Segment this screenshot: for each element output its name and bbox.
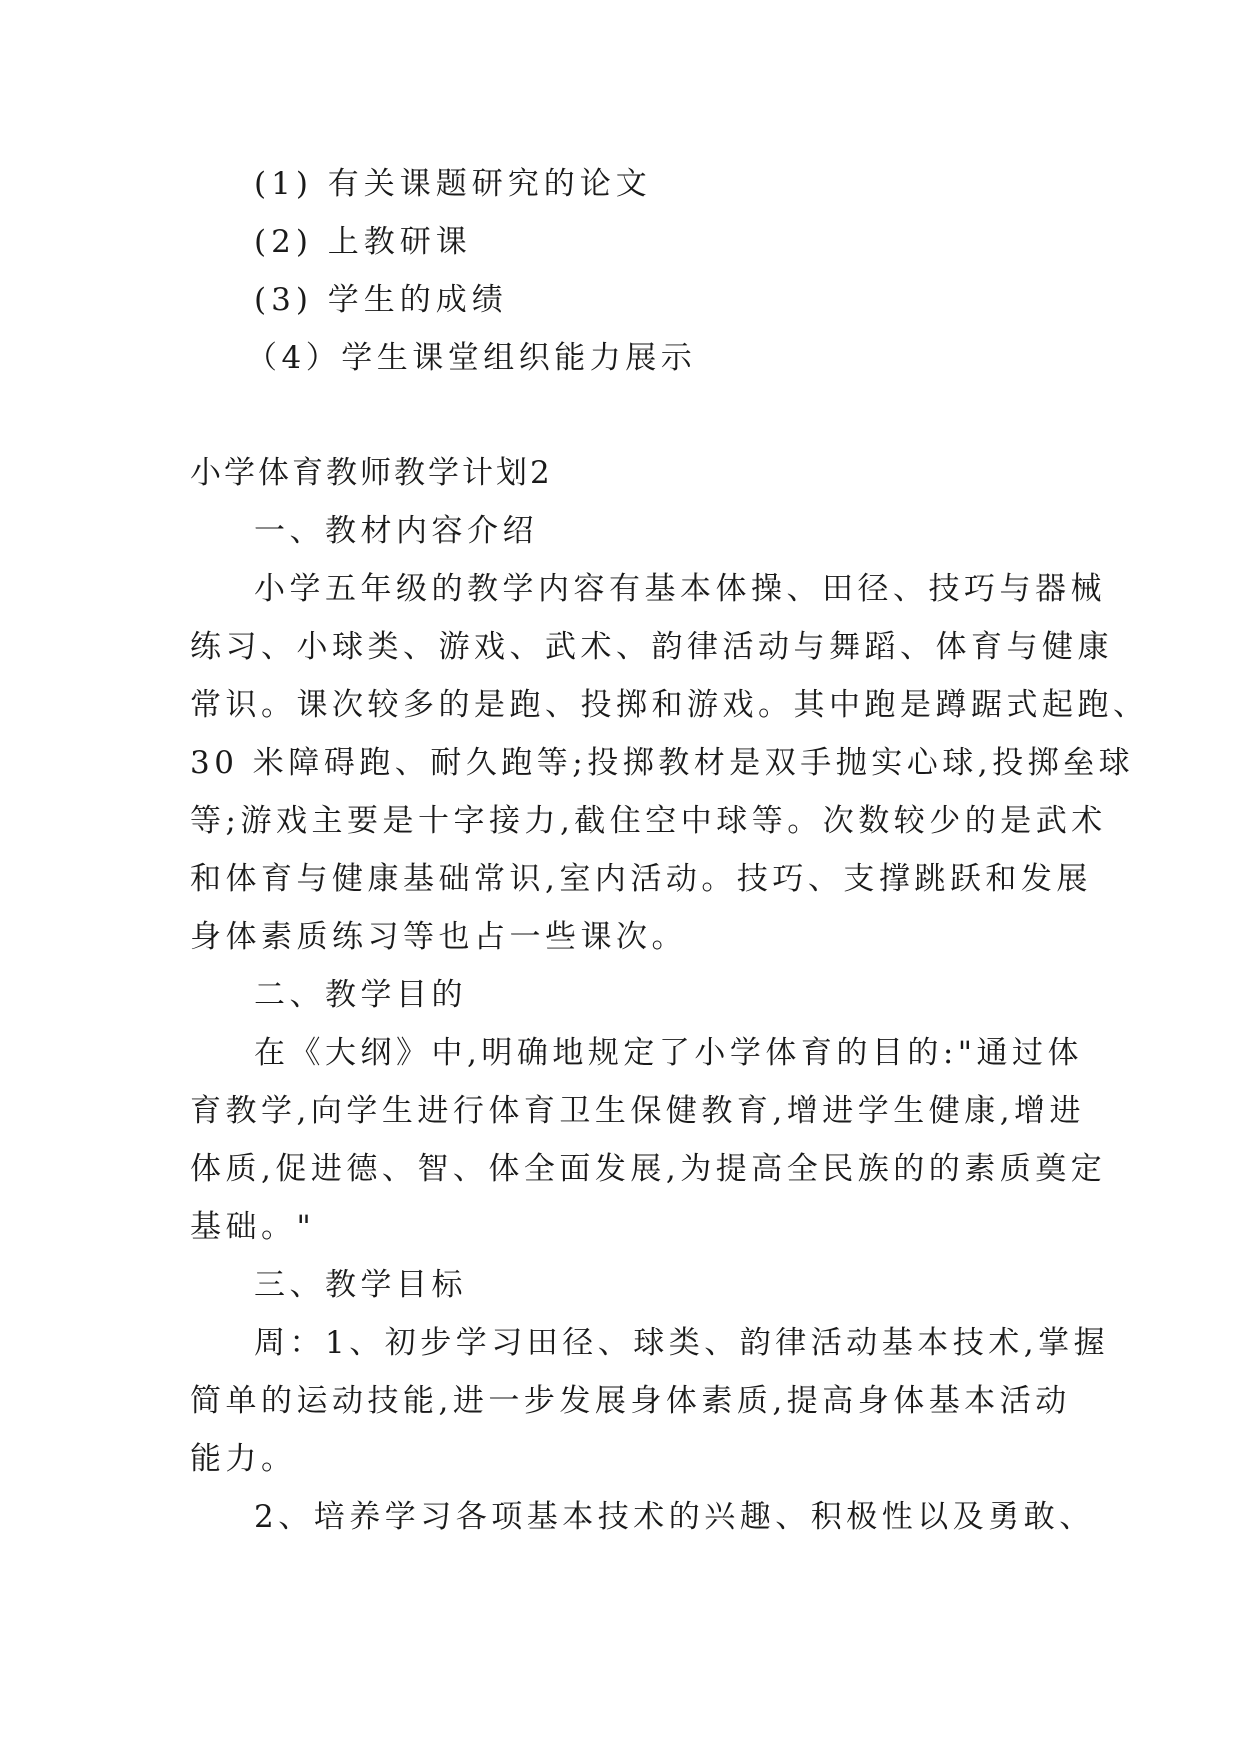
paragraph-line: 常识。课次较多的是跑、投掷和游戏。其中跑是蹲踞式起跑、 [190,687,1149,723]
paragraph-line: 体质,促进德、智、体全面发展,为提高全民族的的素质奠定 [190,1151,1107,1187]
paragraph-line: 简单的运动技能,进一步发展身体素质,提高身体基本活动 [190,1383,1071,1419]
list-item-2: (2) 上教研课 [254,224,472,260]
paragraph-line: 30 米障碍跑、耐久跑等;投掷教材是双手抛实心球,投掷垒球 [190,745,1135,781]
paragraph-line: 身体素质练习等也占一些课次。 [190,919,687,955]
paragraph-line: 周：1、初步学习田径、球类、韵律活动基本技术,掌握 [254,1325,1110,1361]
section-heading-1: 一、教材内容介绍 [254,513,538,549]
paragraph-line: 小学五年级的教学内容有基本体操、田径、技巧与器械 [254,571,1106,607]
list-item-4: （4）学生课堂组织能力展示 [246,340,697,376]
paragraph-line: 2、培养学习各项基本技术的兴趣、积极性以及勇敢、 [254,1499,1095,1535]
paragraph-line: 和体育与健康基础常识,室内活动。技巧、支撑跳跃和发展 [190,861,1092,897]
paragraph-line: 在《大纲》中,明确地规定了小学体育的目的:"通过体 [254,1035,1084,1071]
paragraph-line: 等;游戏主要是十字接力,截住空中球等。次数较少的是武术 [190,803,1107,839]
list-item-3: (3) 学生的成绩 [254,282,508,318]
section-heading-3: 三、教学目标 [254,1267,467,1303]
paragraph-line: 基础。" [190,1209,316,1245]
paragraph-line: 练习、小球类、游戏、武术、韵律活动与舞蹈、体育与健康 [190,629,1113,665]
section-heading-2: 二、教学目的 [254,977,467,1013]
document-title: 小学体育教师教学计划2 [190,455,553,491]
paragraph-line: 能力。 [190,1441,297,1477]
paragraph-line: 育教学,向学生进行体育卫生保健教育,增进学生健康,增进 [190,1093,1086,1129]
list-item-1: (1) 有关课题研究的论文 [254,166,652,202]
